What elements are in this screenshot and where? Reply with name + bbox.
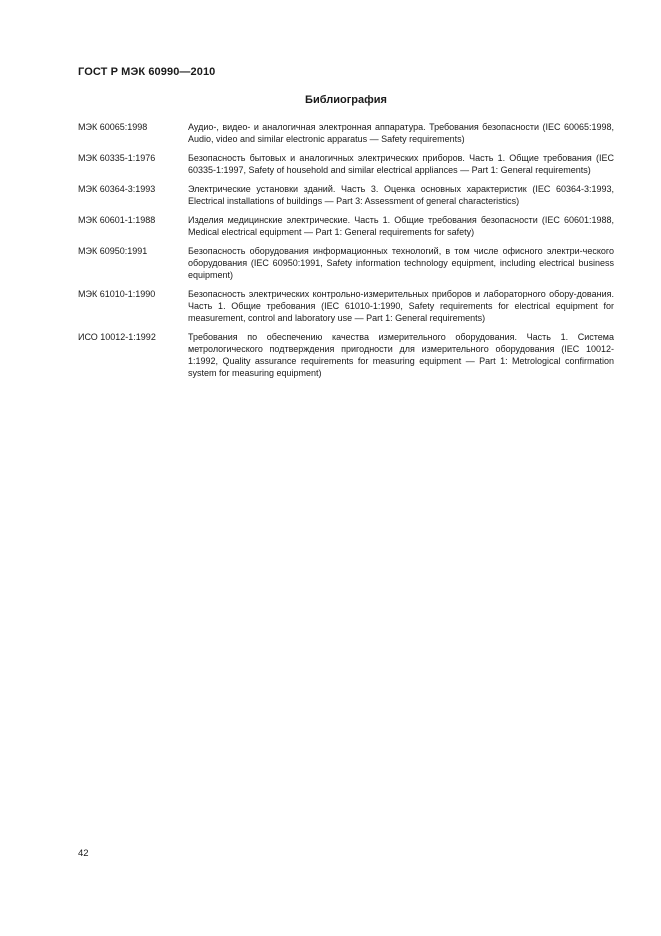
bibliography-entry bbox=[78, 152, 614, 176]
reference-text: Требования по обеспечению качества измерительного оборудования. Часть 1. Система метрологического подтверждения пригодности для измерительного оборудования (IEC 10012-1:1992, Quality assurance requirements for measuring equipment — Part 1: Metrological confirmation system for measuring equipment) bbox=[188, 332, 614, 378]
bibliography-entry bbox=[78, 331, 614, 379]
reference-code: ИСО 10012-1:1992 bbox=[78, 332, 156, 342]
reference-code: МЭК 60950:1991 bbox=[78, 246, 148, 256]
bibliography-entry bbox=[78, 288, 614, 324]
reference-code: МЭК 60364-3:1993 bbox=[78, 184, 156, 194]
reference-text: Безопасность оборудования информационных технологий, в том числе офисного электри-ческого оборудования (IEC 60950:1991, Safety information technology equipment, including electrical business equipment) bbox=[188, 246, 614, 280]
reference-code: МЭК 60601-1:1988 bbox=[78, 215, 156, 225]
reference-text: Аудио-, видео- и аналогичная электронная аппаратура. Требования безопасности (IEC 60065:1998, Audio, video and similar electronic apparatus — Safety requirements) bbox=[188, 122, 614, 144]
section-title: Библиография bbox=[305, 94, 387, 106]
reference-text: Безопасность электрических контрольно-измерительных приборов и лабораторного обору-дования. Часть 1. Общие требования (IEC 61010-1:1990, Safety requirements for electrical equipment for measurement, control and laboratory use — Part 1: General requirements) bbox=[188, 289, 614, 323]
page-number: 42 bbox=[78, 848, 89, 859]
reference-code: МЭК 60065:1998 bbox=[78, 122, 148, 132]
reference-text: Безопасность бытовых и аналогичных электрических приборов. Часть 1. Общие требования (IEC 60335-1:1997, Safety of household and similar electrical appliances — Part 1: General requirements) bbox=[188, 153, 614, 175]
reference-code: МЭК 61010-1:1990 bbox=[78, 289, 156, 299]
bibliography-entry bbox=[78, 121, 614, 145]
bibliography-entry bbox=[78, 214, 614, 238]
bibliography-list bbox=[78, 121, 614, 386]
bibliography-entry bbox=[78, 183, 614, 207]
reference-text: Электрические установки зданий. Часть 3. Оценка основных характеристик (IEC 60364-3:1993, Electrical installations of buildings — Part 3: Assessment of general characteristics) bbox=[188, 184, 614, 206]
reference-text: Изделия медицинские электрические. Часть 1. Общие требования безопасности (IEC 60601:1988, Medical electrical equipment — Part 1: General requirements for safety) bbox=[188, 215, 614, 237]
bibliography-entry bbox=[78, 245, 614, 281]
reference-code: МЭК 60335-1:1976 bbox=[78, 153, 156, 163]
document-header: ГОСТ Р МЭК 60990—2010 bbox=[78, 66, 216, 78]
